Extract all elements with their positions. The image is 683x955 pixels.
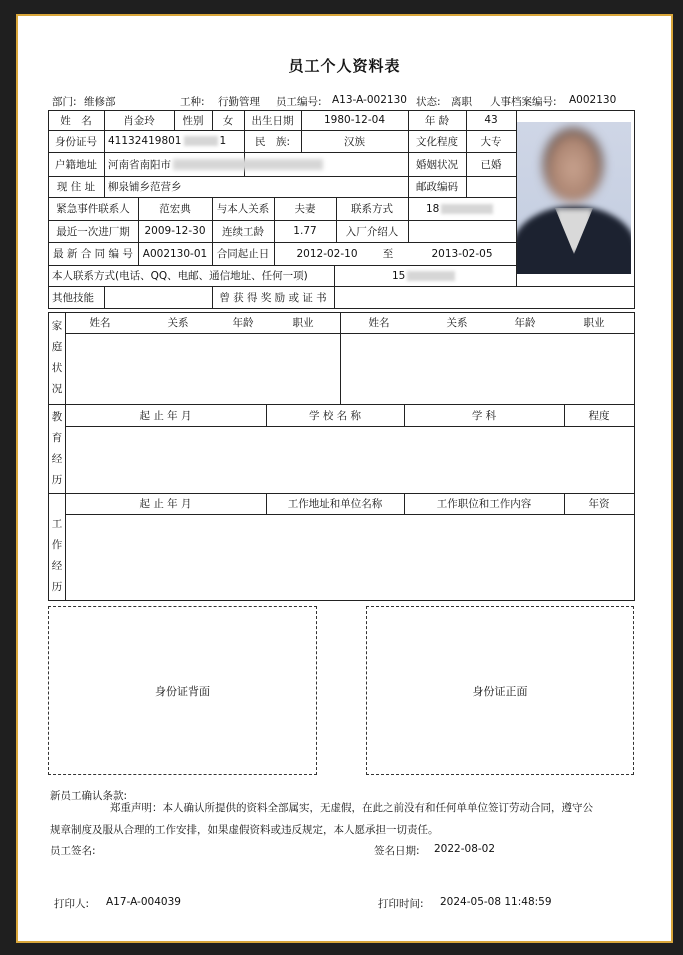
document-page bbox=[16, 14, 673, 943]
contact-value bbox=[422, 197, 520, 220]
sign-date-label: 签名日期: bbox=[374, 845, 420, 857]
contact-label: 联系方式 bbox=[351, 203, 393, 215]
print-time-label: 打印时间: bbox=[378, 898, 424, 910]
print-time-value: 2024-05-08 11:48:59 bbox=[440, 896, 552, 908]
awards-label: 曾 获 得 奖 励 或 证 书 bbox=[219, 291, 327, 304]
idno-redaction bbox=[184, 136, 218, 146]
ethnic-label: 民 族: bbox=[254, 135, 291, 148]
statement-line-1: 郑重声明：本人确认所提供的资料全部属实，无虚假，在此之前没有和任何单单位签订劳动合同，遵守公 bbox=[110, 802, 593, 814]
age-label: 年 龄 bbox=[424, 114, 450, 127]
gender-label: 性别 bbox=[182, 114, 204, 127]
work-col-period: 起 止 年 月 bbox=[139, 498, 192, 510]
personal-contact-redaction bbox=[407, 271, 455, 281]
personal-contact-label: 本人联系方式(电话、QQ、电邮、通信地址、任何一项) bbox=[52, 270, 308, 282]
contract-to-label: 至 bbox=[382, 248, 394, 260]
emergency-value: 范宏典 bbox=[159, 203, 191, 215]
seniority-label: 连续工龄 bbox=[222, 225, 264, 238]
sign-date-value: 2022-08-02 bbox=[434, 843, 496, 855]
job-value: 行勤管理 bbox=[218, 96, 260, 108]
contact-redaction bbox=[441, 204, 493, 214]
name-value: 肖金玲 bbox=[123, 114, 155, 127]
family-col-age-2: 年龄 bbox=[514, 317, 536, 329]
skills-label: 其他技能 bbox=[52, 291, 94, 304]
contract-start-label: 合同起止日 bbox=[216, 248, 270, 260]
marital-value: 已婚 bbox=[480, 158, 502, 171]
id-card-front-box bbox=[366, 606, 634, 775]
marital-label: 婚姻状况 bbox=[416, 158, 458, 171]
hukou-label: 户籍地址 bbox=[55, 158, 97, 171]
idno-label: 身份证号 bbox=[55, 135, 97, 148]
work-col-seniority: 年资 bbox=[588, 498, 610, 510]
postcode-value bbox=[466, 176, 516, 197]
edu-label: 文化程度 bbox=[416, 135, 458, 148]
referrer-label: 入厂介绍人 bbox=[345, 225, 399, 238]
id-card-front-label: 身份证正面 bbox=[472, 684, 528, 698]
skills-value bbox=[104, 286, 212, 308]
idno-visible: 41132419801 bbox=[108, 135, 182, 147]
work-col-employer: 工作地址和单位名称 bbox=[287, 498, 383, 510]
contract-no-value: A002130-01 bbox=[142, 247, 208, 260]
family-col-name-2: 姓名 bbox=[368, 317, 390, 329]
contract-start-value: 2012-02-10 bbox=[296, 247, 358, 260]
last-entry-label: 最近一次进厂期 bbox=[56, 225, 130, 238]
work-col-position: 工作职位和工作内容 bbox=[436, 498, 532, 510]
family-col-relation-1: 关系 bbox=[167, 317, 189, 329]
birth-label: 出生日期 bbox=[251, 114, 294, 127]
education-side-label: 教 育 经 历 bbox=[51, 411, 63, 486]
statement-line-2: 规章制度及服从合理的工作安排，如果虚假资料或违反规定，本人愿承担一切责任。 bbox=[50, 824, 439, 836]
dept-label: 部门: bbox=[52, 96, 77, 108]
personal-contact-visible: 15 bbox=[392, 269, 406, 282]
contract-no-label: 最 新 合 同 编 号 bbox=[53, 248, 133, 260]
age-value: 43 bbox=[484, 114, 498, 126]
birth-value: 1980-12-04 bbox=[323, 114, 386, 126]
status-label: 状态: bbox=[416, 96, 441, 108]
hukou-redaction bbox=[173, 159, 323, 170]
gender-value: 女 bbox=[222, 114, 234, 127]
contact-visible: 18 bbox=[426, 202, 440, 215]
edu-col-degree: 程度 bbox=[588, 409, 610, 422]
id-card-back-box bbox=[48, 606, 317, 775]
family-col-age-1: 年龄 bbox=[232, 317, 254, 329]
referrer-value bbox=[408, 220, 516, 242]
emergency-label: 紧急事件联系人 bbox=[56, 203, 130, 215]
confirm-title: 新员工确认条款: bbox=[50, 790, 128, 802]
sign-label: 员工签名: bbox=[50, 845, 96, 857]
idno-value bbox=[104, 130, 244, 152]
residence-label: 现 住 址 bbox=[56, 181, 96, 193]
hr-no-value: A002130 bbox=[569, 94, 617, 106]
family-col-name-1: 姓名 bbox=[89, 317, 111, 329]
contract-end-value: 2013-02-05 bbox=[431, 247, 493, 260]
relation-label: 与本人关系 bbox=[216, 203, 270, 215]
printer-label: 打印人: bbox=[54, 898, 90, 910]
name-label: 姓 名 bbox=[60, 114, 92, 127]
idno-tail: 1 bbox=[219, 135, 227, 147]
postcode-label: 邮政编码 bbox=[416, 181, 458, 193]
dept-value: 维修部 bbox=[84, 96, 116, 108]
relation-value: 夫妻 bbox=[294, 203, 316, 215]
work-side-label: 工 作 经 历 bbox=[51, 518, 63, 593]
id-card-back-label: 身份证背面 bbox=[155, 684, 210, 698]
family-col-job-1: 职业 bbox=[292, 317, 314, 329]
ethnic-value: 汉族 bbox=[344, 135, 365, 148]
residence-value: 柳泉铺乡范营乡 bbox=[108, 181, 182, 193]
last-entry-value: 2009-12-30 bbox=[144, 225, 206, 237]
family-side-label: 家 庭 状 况 bbox=[51, 320, 63, 395]
family-col-job-2: 职业 bbox=[583, 317, 605, 329]
edu-col-school: 学 校 名 称 bbox=[308, 409, 361, 422]
hukou-value bbox=[104, 152, 348, 176]
personal-contact-value bbox=[388, 265, 512, 286]
hr-no-label: 人事档案编号: bbox=[490, 96, 557, 108]
edu-col-period: 起 止 年 月 bbox=[139, 409, 192, 422]
job-label: 工种: bbox=[180, 96, 205, 108]
family-col-relation-2: 关系 bbox=[446, 317, 468, 329]
status-value: 离职 bbox=[451, 96, 472, 108]
form-title: 员工个人资料表 bbox=[288, 57, 401, 75]
hukou-visible: 河南省南阳市 bbox=[108, 158, 171, 171]
edu-col-subject: 学 科 bbox=[471, 409, 497, 422]
awards-value bbox=[334, 286, 634, 308]
edu-value: 大专 bbox=[480, 135, 502, 148]
emp-no-label: 员工编号: bbox=[276, 96, 322, 108]
seniority-value: 1.77 bbox=[293, 225, 317, 237]
printer-value: A17-A-004039 bbox=[106, 896, 181, 908]
employee-photo bbox=[517, 122, 631, 274]
emp-no-value: A13-A-002130 bbox=[332, 94, 407, 106]
